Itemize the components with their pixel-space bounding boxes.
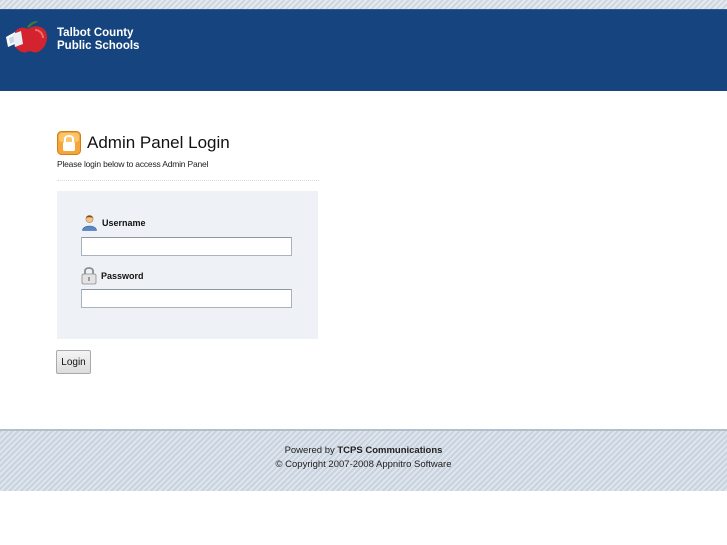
apple-logo-icon (5, 21, 50, 55)
page-title: Admin Panel Login (87, 133, 230, 152)
org-name (57, 27, 139, 53)
org-name-line1: Talbot County (57, 27, 134, 39)
org-name-line2: Public Schools (57, 40, 140, 52)
padlock-icon (81, 266, 97, 285)
username-label: Username (102, 217, 146, 228)
lock-icon (57, 131, 81, 155)
username-input[interactable] (81, 237, 292, 256)
username-label-row (81, 214, 146, 231)
powered-by-prefix: Powered by (284, 445, 338, 456)
site-header (0, 9, 727, 91)
powered-by-line (0, 445, 727, 456)
password-label: Password (101, 270, 144, 281)
title-divider (57, 180, 319, 181)
site-footer (0, 429, 727, 491)
password-label-row (81, 266, 144, 285)
password-input[interactable] (81, 289, 292, 308)
user-icon (81, 214, 98, 231)
copyright-line: © Copyright 2007-2008 Appnitro Software (275, 459, 452, 470)
top-pattern-strip (0, 0, 727, 9)
page-subtitle: Please login below to access Admin Panel (57, 159, 209, 169)
login-title-row (57, 131, 230, 155)
powered-by-name: TCPS Communications (337, 445, 443, 456)
login-form-panel (57, 191, 318, 339)
login-button[interactable]: Login (56, 350, 91, 374)
